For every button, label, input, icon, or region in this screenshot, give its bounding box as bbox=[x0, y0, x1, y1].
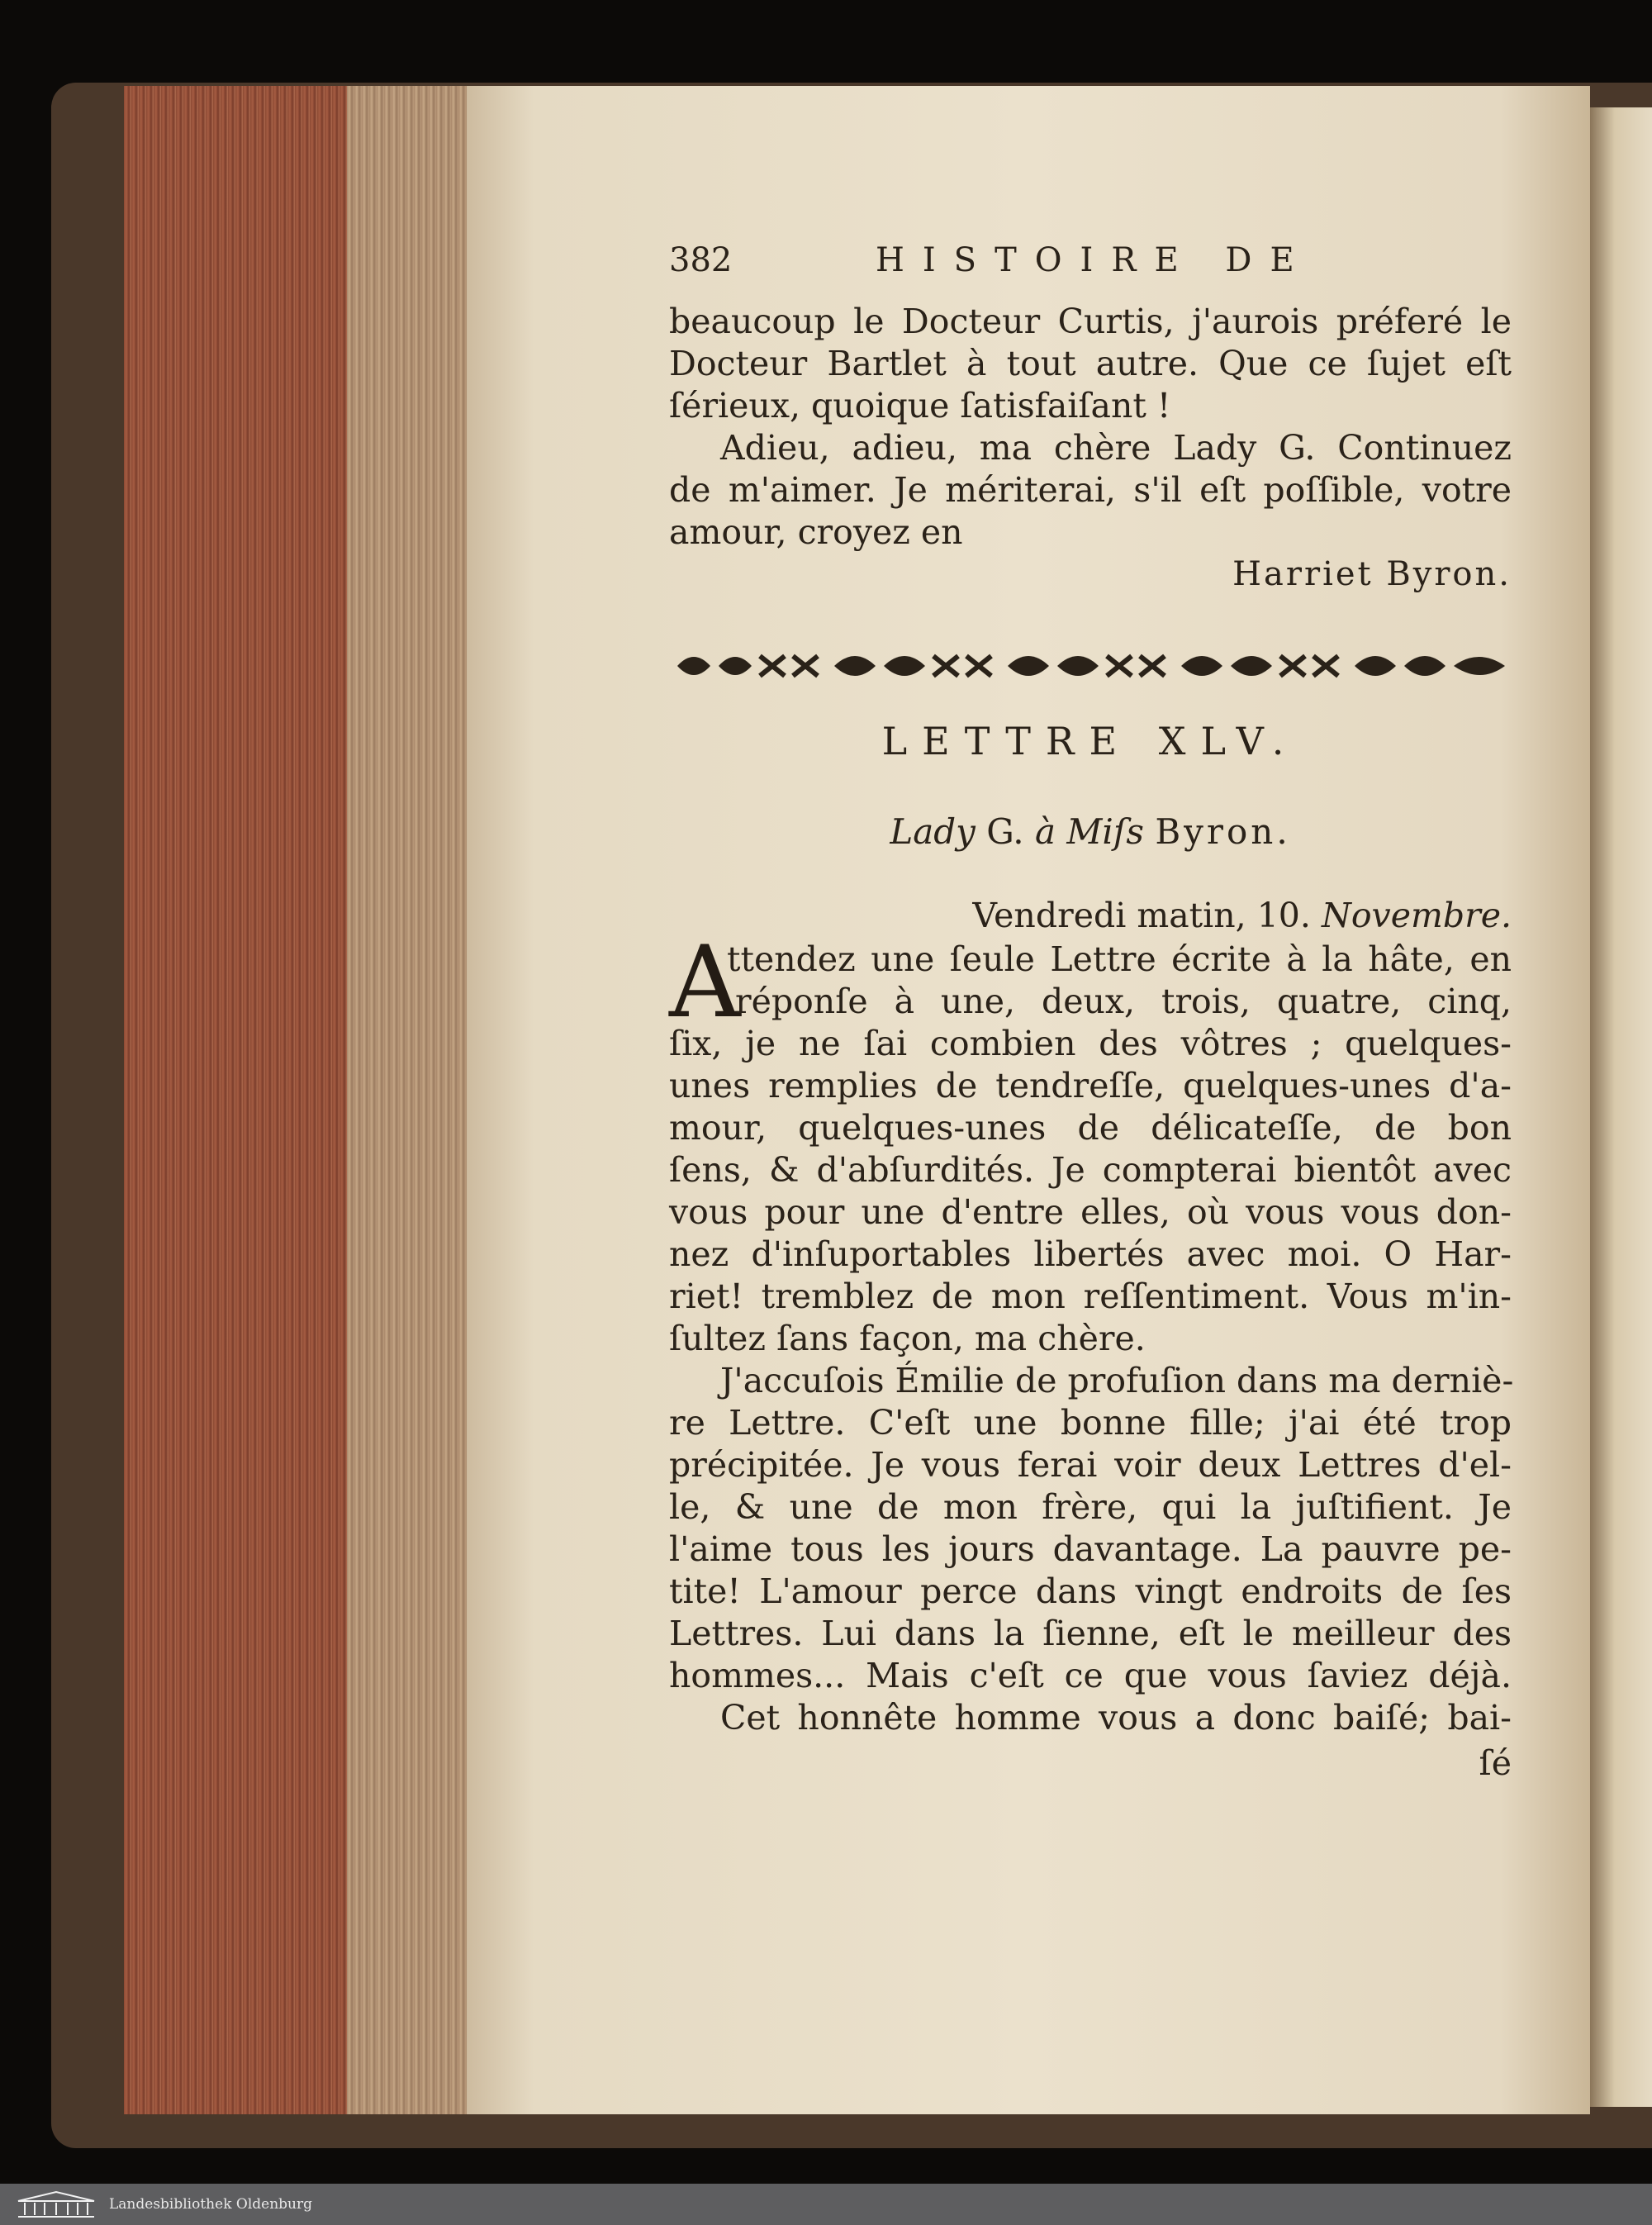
text-line: mour, quelques-unes de délicateſſe, de bon bbox=[669, 1108, 1512, 1148]
catchword: ſé bbox=[1479, 1743, 1512, 1783]
text-line: réponſe à une, deux, trois, quatre, cinq, bbox=[735, 982, 1512, 1021]
page-number: 382 bbox=[669, 241, 733, 279]
text-line: Cet honnête homme vous a donc baiſé; bai- bbox=[720, 1698, 1512, 1738]
facing-page-edge bbox=[1590, 107, 1652, 2107]
text-line: ſultez ſans façon, ma chère. bbox=[669, 1319, 1146, 1358]
text-line: le, & une de mon frère, qui la juſtifient. Je bbox=[669, 1487, 1512, 1527]
text-line: beaucoup le Docteur Curtis, j'aurois préferé le bbox=[669, 302, 1512, 341]
text-line: nez d'inſuportables libertés avec moi. O Har- bbox=[669, 1234, 1512, 1274]
addressee-lady: Lady bbox=[890, 811, 976, 852]
text-line: ſens, & d'abſurdités. Je compterai bientôt avec bbox=[669, 1150, 1512, 1190]
text-line: vous pour une d'entre elles, où vous vous don- bbox=[669, 1192, 1512, 1232]
date-line bbox=[669, 896, 1512, 935]
letter-addressee bbox=[669, 811, 1512, 852]
text-line: riet! tremblez de mon reſſentiment. Vous m'in- bbox=[669, 1277, 1512, 1316]
signature: Harriet Byron. bbox=[1232, 555, 1512, 593]
date-month: Novembre. bbox=[1321, 896, 1512, 935]
library-name: Landesbibliothek Oldenburg bbox=[109, 2196, 313, 2213]
text-line: précipitée. Je vous ferai voir deux Lettres d'el- bbox=[669, 1445, 1512, 1485]
text-line: ttendez une ſeule Lettre écrite à la hâte, en bbox=[727, 939, 1512, 979]
page-header bbox=[669, 241, 1512, 284]
top-text-block bbox=[669, 301, 1512, 554]
text-line: hommes... Mais c'eſt ce que vous ſaviez déjà. bbox=[669, 1656, 1512, 1695]
date-prefix: Vendredi matin, 10. bbox=[972, 896, 1311, 935]
body-text-block bbox=[669, 1023, 1512, 1739]
text-line: tite! L'amour perce dans vingt endroits de ſes bbox=[669, 1571, 1512, 1611]
text-line: J'accuſois Émilie de profuſion dans ma derniè- bbox=[720, 1361, 1514, 1400]
text-line: re Lettre. C'eſt une bonne fille; j'ai été trop bbox=[669, 1403, 1512, 1443]
addressee-name: Byron. bbox=[1155, 811, 1291, 852]
addressee-to: à bbox=[1035, 811, 1056, 852]
running-head: HISTOIRE DE bbox=[876, 241, 1313, 279]
text-line: ſix, je ne ſai combien des vôtres ; quelques- bbox=[669, 1024, 1512, 1063]
text-line: Docteur Bartlet à tout autre. Que ce ſujet eſt bbox=[669, 344, 1512, 383]
addressee-g: G. bbox=[986, 811, 1024, 852]
footer-bar bbox=[0, 2184, 1652, 2225]
text-line: ſérieux, quoique ſatisfaiſant ! bbox=[669, 386, 1171, 426]
text-line: amour, croyez en bbox=[669, 512, 963, 552]
library-building-icon bbox=[15, 2189, 97, 2219]
text-line: de m'aimer. Je mériterai, s'il eſt poſſible, votre bbox=[669, 470, 1512, 510]
page-edges-light bbox=[347, 86, 471, 2114]
text-line: l'aime tous les jours davantage. La pauvre pe- bbox=[669, 1529, 1512, 1569]
drop-cap: A bbox=[669, 925, 741, 1040]
addressee-miss: Miſs bbox=[1066, 811, 1144, 852]
text-line: unes remplies de tendreſſe, quelques-unes d'a- bbox=[669, 1066, 1512, 1105]
text-line: Adieu, adieu, ma chère Lady G. Continuez bbox=[720, 428, 1512, 468]
letter-title: LETTRE XLV. bbox=[881, 719, 1299, 763]
text-line: Lettres. Lui dans la ſienne, eſt le meilleur des bbox=[669, 1614, 1512, 1653]
ornament-divider-icon bbox=[669, 643, 1513, 689]
dropcap-text bbox=[727, 939, 1512, 1023]
